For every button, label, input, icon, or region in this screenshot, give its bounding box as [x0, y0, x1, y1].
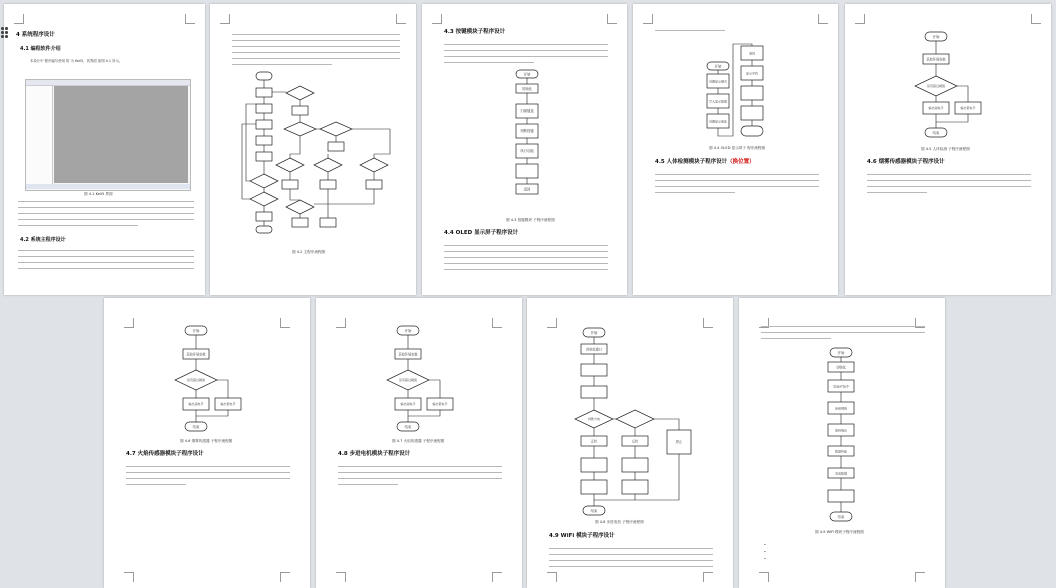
text-line: [655, 180, 819, 181]
crop-mark: [185, 14, 195, 24]
flow-node-label: 停止: [675, 440, 683, 444]
text-line: [867, 174, 1031, 175]
text-line: [549, 548, 713, 549]
flow-node-label: 初始化: [836, 365, 846, 370]
flow-node-label: 开始: [714, 64, 722, 69]
flow-node-label: 判断按键: [520, 129, 534, 133]
text-line: [444, 263, 608, 264]
project-panel: [26, 86, 53, 184]
text-line: [867, 180, 1031, 181]
flow-node-label: 发送AT指令: [833, 384, 849, 389]
text-line: [549, 560, 713, 561]
text-line: [549, 566, 713, 567]
flow-node-label: 开始: [590, 331, 598, 335]
text-line: [444, 257, 608, 258]
text-line: [126, 466, 290, 467]
figure-caption: 图 4.1 Keil5 界面: [84, 192, 113, 196]
text-line: [444, 269, 608, 270]
text-line: [18, 262, 194, 263]
figure-caption: 图 4.4 OLED 显示屏子 程序流程图: [709, 146, 766, 150]
text-line: [338, 478, 502, 479]
flow-node-label: 数据传输: [834, 449, 848, 454]
flow-node-label: 开始: [837, 351, 845, 355]
text-line: [18, 201, 194, 202]
document-page-4: [633, 4, 838, 295]
wifi-flowchart: [739, 298, 945, 588]
text-line: [655, 192, 735, 193]
figure-caption: 图 4.7 火焰传感器 子程序流程图: [392, 439, 445, 443]
figure-caption: 图 4.3 按键模块 子程序流程图: [506, 218, 555, 222]
figure-caption: 图 4.6 烟雾传感器 子程序流程图: [180, 439, 233, 443]
text-line: [18, 256, 194, 257]
section-title: 4.8 步进电机模块子程序设计: [338, 451, 411, 457]
flow-node-label: 开始: [932, 35, 940, 39]
flow-node-label: 扫描键盘: [520, 109, 534, 113]
text-line: [18, 225, 138, 226]
document-page-6: [104, 298, 310, 588]
flow-node-label: 设置显示模式: [708, 79, 728, 84]
text-line: [444, 245, 608, 246]
flow-node-label: 输出高电平: [400, 402, 416, 406]
crop-mark: [14, 14, 24, 24]
text-line: [18, 207, 194, 208]
flow-node-label: 判断方向: [587, 417, 601, 421]
flow-node-label: 结束: [590, 509, 598, 513]
text-line: [338, 484, 398, 485]
flow-node-label: 显示字符: [745, 71, 759, 76]
section-title-text: 4.5 人体检测模块子程序设计: [655, 159, 728, 165]
section-title: [655, 159, 755, 166]
flow-node-label: 连接网络: [834, 406, 848, 411]
text-line: [18, 219, 194, 220]
subsection-heading: 4.1 编程软件介绍: [20, 46, 61, 52]
flow-node-label: 输出低电平: [432, 402, 448, 406]
document-page-3: [422, 4, 627, 295]
paragraph-mark: •: [764, 557, 766, 561]
text-line: [867, 186, 1031, 187]
flow-node-label: 发送数据: [834, 471, 848, 476]
paragraph-mark: •: [764, 543, 766, 547]
text-line: [867, 192, 927, 193]
flow-node-label: 等待响应: [834, 428, 848, 433]
section-title-note: （换位置）: [727, 159, 755, 165]
flow-node-label: 结束: [932, 131, 940, 135]
flow-node-label: 写入显示数据: [708, 99, 728, 104]
flow-node-label: 输出高电平: [928, 106, 944, 110]
document-page-2: [210, 4, 416, 295]
flow-node-label: 设置显示地址: [708, 119, 728, 124]
flow-node-label: 开始: [404, 329, 412, 333]
paragraph-text: 本设计中 程序编写使用 的 为 Keil5，其界面 如图 4.1 所示。: [30, 59, 123, 63]
text-line: [126, 484, 186, 485]
section-title: 4.4 OLED 显示屏子程序设计: [444, 230, 519, 236]
document-page-7: [316, 298, 522, 588]
flow-node-label: 是否超过阈值: [186, 378, 206, 382]
flow-node-label: 结束: [192, 425, 200, 429]
flow-node-label: 开始: [523, 72, 531, 77]
status-bar: [26, 184, 190, 189]
text-line: [549, 554, 713, 555]
figure-caption: 图 4.8 步进电机 子程序流程图: [595, 520, 644, 524]
flow-node-label: 输出低电平: [220, 402, 236, 406]
subsection-heading: 4.2 系统主程序设计: [20, 237, 66, 243]
text-line: [655, 186, 819, 187]
document-page-5: [845, 4, 1051, 295]
figure-caption: 图 4.2 主程序流程图: [292, 250, 326, 254]
text-line: [655, 174, 819, 175]
stepper-motor-flowchart: [527, 298, 733, 588]
section-title: 4.3 按键模块子程序设计: [444, 29, 506, 35]
figure-caption: 图 4.9 WiFi 模块子程序流程图: [815, 530, 864, 534]
flow-node-label: 初始化端口: [586, 347, 602, 352]
text-line: [338, 472, 502, 473]
flow-node-label: 获取环境参数: [398, 352, 418, 357]
flow-node-label: 执行功能: [520, 149, 534, 153]
text-line: [18, 213, 194, 214]
flow-node-label: 正转: [590, 439, 598, 444]
flow-node-label: 反转: [631, 439, 639, 444]
flow-node-label: 初始化: [521, 87, 533, 91]
document-page-1: [4, 4, 205, 295]
flow-node-label: 开始: [192, 329, 200, 333]
text-line: [444, 251, 608, 252]
flow-node-label: 返回: [523, 187, 531, 192]
text-line: [126, 472, 290, 473]
flow-node-label: 清屏: [748, 51, 756, 56]
flow-node-label: 获取环境参数: [186, 352, 206, 357]
section-title: 4.9 WiFi 模块子程序设计: [549, 533, 615, 539]
flow-node-label: 结束: [404, 425, 412, 429]
flow-node-label: 结束: [837, 515, 845, 519]
section-title: 4.6 烟雾传感器模块子程序设计: [867, 159, 945, 165]
editor-area: [54, 86, 188, 183]
section-heading: 4 系统程序设计: [16, 32, 55, 38]
text-line: [18, 250, 194, 251]
text-line: [18, 268, 194, 269]
document-page-8: [527, 298, 733, 588]
figure-caption: 图 4.5 人体检测 子程序流程图: [921, 147, 970, 151]
flow-node-label: 输出低电平: [960, 106, 976, 110]
text-line: [126, 478, 290, 479]
flow-node-label: 是否超过阈值: [398, 378, 418, 382]
flow-node-label: 输出高电平: [188, 402, 204, 406]
screenshot-image: [25, 79, 191, 191]
flow-node-label: 是否超过阈值: [926, 84, 946, 88]
flow-node-label: 获取环境参数: [926, 57, 946, 62]
text-line: [338, 466, 502, 467]
paragraph-mark: •: [764, 550, 766, 554]
section-title: 4.7 火焰传感器模块子程序设计: [126, 451, 204, 457]
document-page-9: [739, 298, 945, 588]
